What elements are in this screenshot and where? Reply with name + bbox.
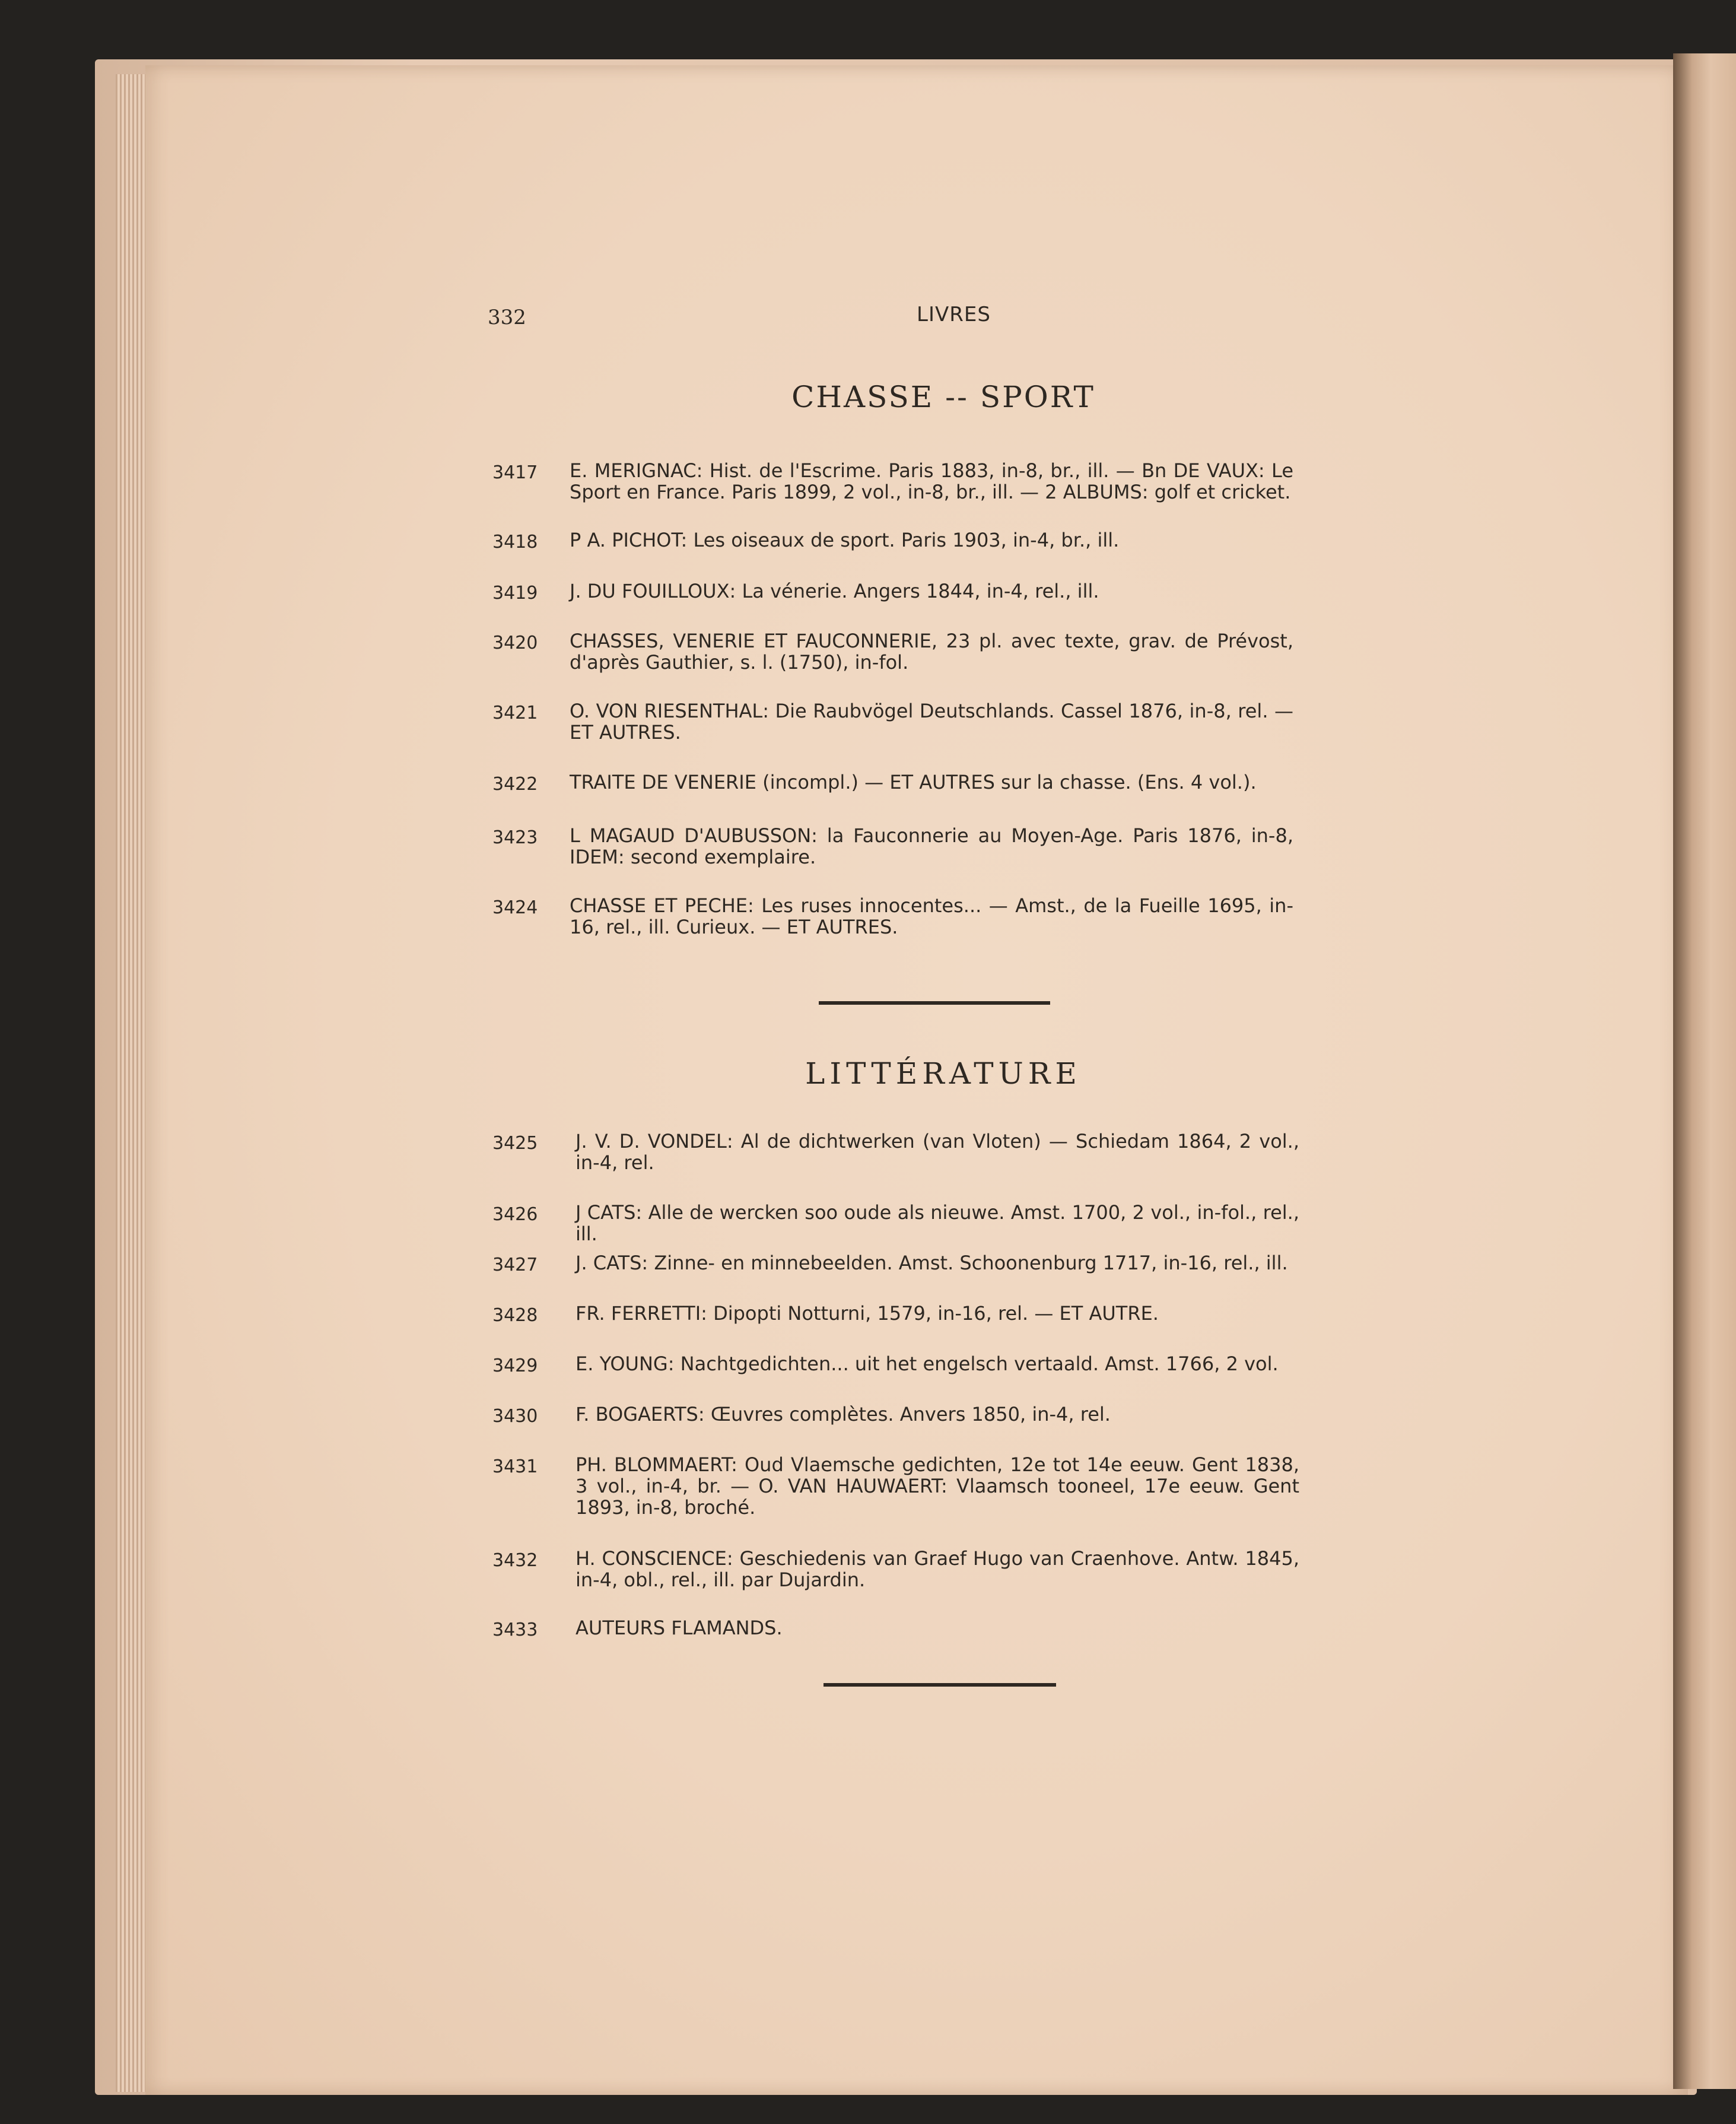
- section-title-litterature: LITTÉRATURE: [805, 1056, 1082, 1091]
- section-title-chasse-sport: CHASSE -- SPORT: [791, 380, 1095, 414]
- lot-description: J. DU FOUILLOUX: La vénerie. Angers 1844, in-4, rel., ill.: [570, 580, 1099, 602]
- section-divider: [824, 1683, 1056, 1687]
- lot-description: PH. BLOMMAERT: Oud Vlaemsche gedichten, 12e tot 14e eeuw. Gent 1838, 3 vol., in-4, br. — O. VAN HAUWAERT: Vlaamsch tooneel, 17e eeuw. Gent 1893, in-8, broché.: [576, 1453, 1299, 1519]
- running-head: LIVRES: [917, 303, 991, 326]
- lot-description: E. YOUNG: Nachtgedichten... uit het engelsch vertaald. Amst. 1766, 2 vol.: [576, 1352, 1279, 1375]
- lot-number: 3426: [492, 1204, 538, 1225]
- lot-description: L MAGAUD D'AUBUSSON: la Fauconnerie au Moyen-Age. Paris 1876, in-8, IDEM: second exemplaire.: [570, 824, 1293, 868]
- lot-description: J. V. D. VONDEL: Al de dichtwerken (van Vloten) — Schiedam 1864, 2 vol., in-4, rel.: [576, 1130, 1299, 1174]
- lot-number: 3421: [492, 703, 538, 723]
- lot-number: 3419: [492, 583, 538, 604]
- section-divider: [819, 1001, 1050, 1005]
- lot-number: 3422: [492, 774, 538, 795]
- lot-number: 3427: [492, 1255, 538, 1275]
- lot-number: 3432: [492, 1550, 538, 1571]
- lot-number: 3418: [492, 532, 538, 553]
- lot-number: 3420: [492, 633, 538, 653]
- lot-number: 3417: [492, 462, 538, 483]
- lot-description: FR. FERRETTI: Dipopti Notturni, 1579, in-16, rel. — ET AUTRE.: [576, 1302, 1159, 1325]
- lot-description: F. BOGAERTS: Œuvres complètes. Anvers 1850, in-4, rel.: [576, 1403, 1111, 1425]
- lot-description: J CATS: Alle de wercken soo oude als nieuwe. Amst. 1700, 2 vol., in-fol., rel., ill.: [576, 1201, 1299, 1245]
- lot-description: CHASSE ET PECHE: Les ruses innocentes... — Amst., de la Fueille 1695, in-16, rel., ill. Curieux. — ET AUTRES.: [570, 894, 1293, 938]
- lot-number: 3423: [492, 827, 538, 848]
- lot-number: 3425: [492, 1133, 538, 1154]
- lot-number: 3431: [492, 1456, 538, 1477]
- lot-description: CHASSES, VENERIE ET FAUCONNERIE, 23 pl. avec texte, grav. de Prévost, d'après Gauthier, s. l. (1750), in-fol.: [570, 630, 1293, 674]
- lot-number: 3433: [492, 1620, 538, 1640]
- lot-description: H. CONSCIENCE: Geschiedenis van Graef Hugo van Craenhove. Antw. 1845, in-4, obl., rel., ill. par Dujardin.: [576, 1547, 1299, 1591]
- lot-number: 3429: [492, 1355, 538, 1376]
- lot-description: J. CATS: Zinne- en minnebeelden. Amst. Schoonenburg 1717, in-16, rel., ill.: [576, 1252, 1288, 1274]
- lot-description: E. MERIGNAC: Hist. de l'Escrime. Paris 1883, in-8, br., ill. — Bn DE VAUX: Le Sport en France. Paris 1899, 2 vol., in-8, br., ill. — 2 ALBUMS: golf et cricket.: [570, 459, 1293, 503]
- page-number: 332: [488, 306, 526, 329]
- lot-number: 3428: [492, 1305, 538, 1326]
- lot-description: TRAITE DE VENERIE (incompl.) — ET AUTRES sur la chasse. (Ens. 4 vol.).: [570, 771, 1257, 793]
- lot-number: 3430: [492, 1406, 538, 1427]
- book-gutter: [1673, 53, 1736, 2089]
- lot-description: P A. PICHOT: Les oiseaux de sport. Paris 1903, in-4, br., ill.: [570, 529, 1120, 551]
- lot-description: AUTEURS FLAMANDS.: [576, 1617, 783, 1639]
- lot-description: O. VON RIESENTHAL: Die Raubvögel Deutschlands. Cassel 1876, in-8, rel. — ET AUTRES.: [570, 700, 1293, 744]
- lot-number: 3424: [492, 897, 538, 918]
